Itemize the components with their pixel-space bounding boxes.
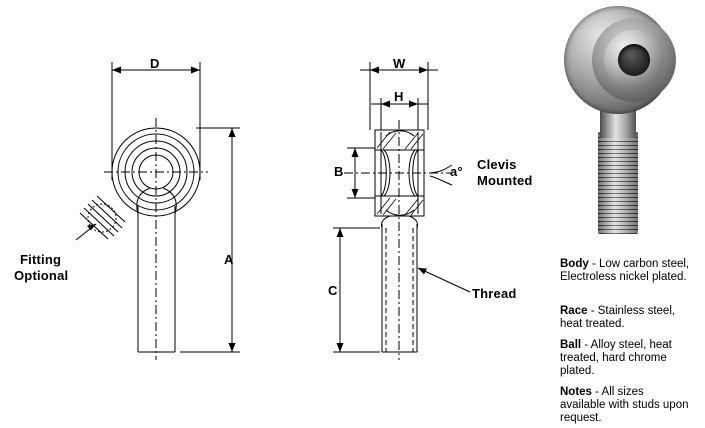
photo-bore [618,44,650,76]
spec-ball [560,339,692,378]
spec-ball-text: - Alloy steel, heat treated, hard chrome plated. [560,339,672,377]
callout-thread: Thread [472,286,517,301]
spec-notes [560,386,692,425]
spec-race-term: Race [560,305,588,317]
dimension-label-B: B [334,164,344,179]
callout-clevis-mounted-line1: Clevis [477,157,517,172]
spec-body-text: - Low carbon steel, Electroless nickel plated. [560,258,690,283]
spec-notes-term: Notes [560,386,592,398]
callout-clevis-mounted-line2: Mounted [477,173,533,188]
dimension-label-D: D [150,56,160,71]
spec-race-text: - Stainless steel, heat treated. [560,305,676,330]
callout-fitting-optional-line1: Fitting [20,252,62,267]
dimension-label-A: A [224,252,234,267]
dimension-label-W: W [393,56,406,71]
spec-body [560,258,692,284]
dimension-label-angle: a° [450,164,463,179]
spec-body-term: Body [560,258,589,270]
photo-threaded-shank [598,132,638,234]
rod-end-product-photo [548,6,688,234]
photo-head-body [564,6,672,114]
spec-ball-term: Ball [560,339,582,351]
dimension-label-C: C [328,283,338,298]
spec-notes-text: - All sizes available with studs upon request. [560,386,689,424]
dimension-label-H: H [394,89,404,104]
callout-fitting-optional-line2: Optional [14,268,69,283]
spec-race [560,305,692,331]
